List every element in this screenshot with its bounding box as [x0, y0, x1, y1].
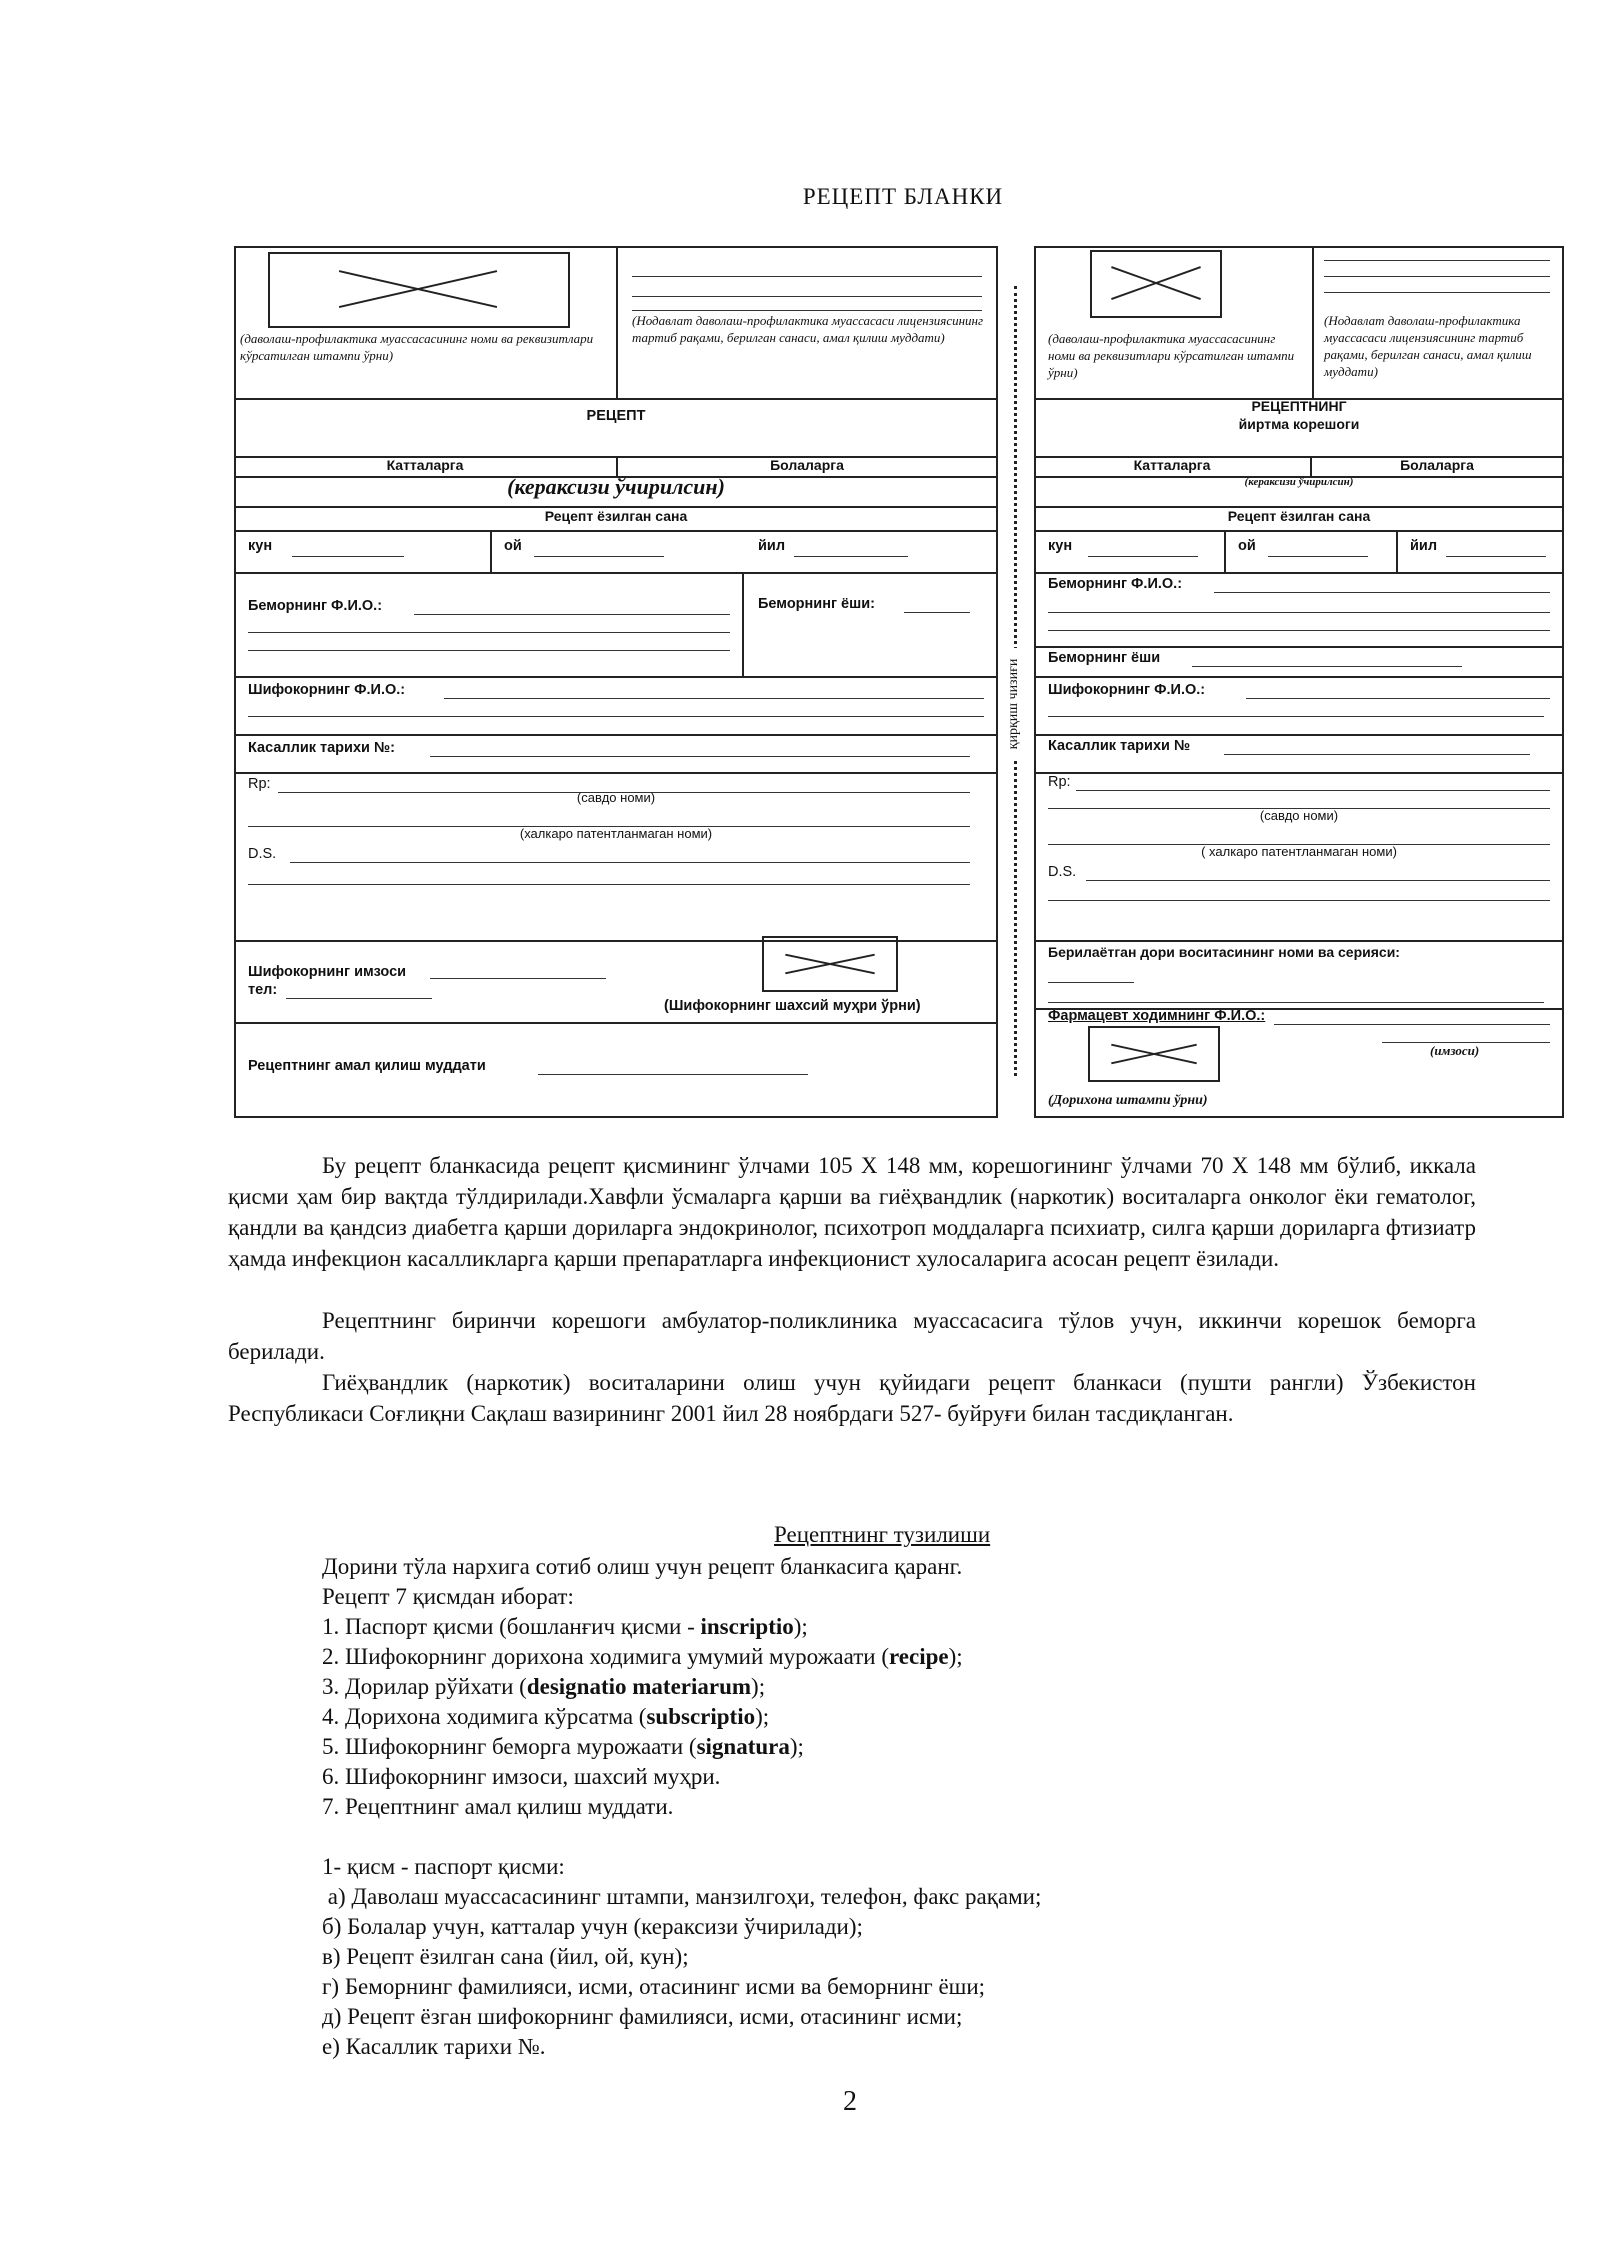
- stub-stamp-caption: (даволаш-профилактика муассасасининг номи ва реквизитлари кўрсатилган штампи ўрни): [1048, 331, 1295, 380]
- stub-trade-name-caption: (савдо номи): [1259, 808, 1339, 823]
- date-label: Рецепт ёзилган сана: [544, 508, 688, 524]
- stub-day-label: кун: [1048, 538, 1073, 554]
- history-label: Касаллик тарихи №:: [248, 740, 395, 756]
- prescription-form: [234, 246, 1564, 1118]
- patient-age-label: Беморнинг ёши:: [758, 596, 875, 612]
- license-caption: (Нодавлат даволаш-профилактика муассасаси лицензиясининг тартиб рақами, берилган санаси, амал қилиш муддати): [632, 313, 984, 345]
- part1-item: г) Беморнинг фамилияси, исми, отасининг исми ва беморнинг ёши;: [322, 1974, 986, 1999]
- structure-item: 6. Шифокорнинг имзоси, шахсий муҳри.: [322, 1764, 721, 1789]
- stub-stamp-placeholder: [1090, 250, 1222, 318]
- sign-caption: (имзоси): [1430, 1043, 1480, 1058]
- ds-label: D.S.: [248, 846, 277, 862]
- structure-item: 3. Дорилар рўйхати (designatio materiarum);: [322, 1674, 766, 1699]
- stub-history-label: Касаллик тарихи №: [1048, 738, 1191, 754]
- doctor-name-label: Шифокорнинг Ф.И.О.:: [248, 682, 406, 698]
- page-number: 2: [843, 2086, 857, 2117]
- rp-label: Rp:: [248, 776, 271, 792]
- trade-name-caption: (савдо номи): [576, 790, 656, 805]
- paragraph-3: Гиёҳвандлик (наркотик) воситаларини олиш учун қуйидаги рецепт бланкаси (пушти рангли) Ўзбекистон Республикаси Соғлиқни Сақлаш вазирининг 2001 йил 28 ноябрдаги 527- буйруғи билан тасдиқланган.: [228, 1370, 1476, 1426]
- dispensed-drug-label: Берилаётган дори воситасининг номи ва серияси:: [1048, 944, 1400, 960]
- day-label: кун: [248, 538, 273, 554]
- seal-caption: (Шифокорнинг шахсий муҳри ўрни): [664, 998, 921, 1014]
- stub-subheading: йиртма корешоги: [1238, 416, 1360, 432]
- pharmacy-stamp-caption: (Дорихона штампи ўрни): [1048, 1093, 1208, 1108]
- pharmacy-stamp-placeholder: [1088, 1026, 1220, 1082]
- phone-label: тел:: [248, 982, 278, 998]
- stub-strike-note: (кераксизи ўчирилсин): [1244, 476, 1354, 488]
- structure-item: 7. Рецептнинг амал қилиш муддати.: [322, 1794, 674, 1819]
- adults-option[interactable]: Катталарга: [386, 457, 464, 473]
- validity-label: Рецептнинг амал қилиш муддати: [248, 1058, 486, 1074]
- structure-item: 2. Шифокорнинг дорихона ходимига умумий мурожаати (recipe);: [322, 1644, 963, 1669]
- stub-patient-age-label: Беморнинг ёши: [1048, 650, 1161, 666]
- stub-children-option[interactable]: Болаларга: [1400, 457, 1474, 473]
- structure-item: 5. Шифокорнинг беморга мурожаати (signatura);: [322, 1734, 804, 1759]
- cut-line-label: қирқиш чизиғи: [1006, 648, 1022, 760]
- structure-item: 1. Паспорт қисми (бошланғич қисми - inscriptio);: [322, 1614, 808, 1639]
- children-option[interactable]: Болаларга: [770, 457, 844, 473]
- doctor-seal-placeholder: [762, 936, 898, 992]
- stub-adults-option[interactable]: Катталарга: [1133, 457, 1211, 473]
- stub-heading: РЕЦЕПТНИНГ: [1251, 398, 1347, 414]
- strike-note: (кераксизи ўчирилсин): [507, 474, 725, 499]
- stub-doctor-name-label: Шифокорнинг Ф.И.О.:: [1048, 682, 1206, 698]
- part1-title: 1- қисм - паспорт қисми:: [322, 1854, 565, 1879]
- signature-label: Шифокорнинг имзоси: [248, 964, 407, 980]
- part1-item: в) Рецепт ёзилган сана (йил, ой, кун);: [322, 1944, 689, 1969]
- stamp-caption: (даволаш-профилактика муассасасининг номи ва реквизитлари кўрсатилган штампи ўрни): [240, 331, 594, 363]
- part1-item: б) Болалар учун, катталар учун (кераксизи ўчирилади);: [322, 1914, 863, 1939]
- patient-name-label: Беморнинг Ф.И.О.:: [248, 598, 383, 614]
- structure-title: Рецептнинг тузилиши: [774, 1522, 991, 1547]
- stub-date-label: Рецепт ёзилган сана: [1227, 508, 1371, 524]
- paragraph-2: Рецептнинг биринчи корешоги амбулатор-поликлиника муассасасига тўлов учун, иккинчи корешок беморга берилади.: [228, 1308, 1476, 1364]
- stub-rp-label: Rp:: [1048, 774, 1071, 790]
- month-label: ой: [504, 538, 522, 554]
- stamp-placeholder: [268, 252, 570, 328]
- year-label: йил: [758, 538, 786, 554]
- paragraph-1: Бу рецепт бланкасида рецепт қисмининг ўлчами 105 Х 148 мм, корешогининг ўлчами 70 Х 148 мм бўлиб, иккала қисми ҳам бир вақтда тўлдирилади.Хавфли ўсмаларга қарши ва гиёҳвандлик (наркотик) воситаларга онколог ёки гематолог, қандли ва қандсиз диабетга қарши дориларга эндокринолог, психотроп моддаларга психиатр, силга қарши дориларга фтизиатр ҳамда инфекцион касалликларга қарши препаратларга инфекционист хулосаларига асосан рецепт ёзилади.: [228, 1153, 1476, 1271]
- part1-item: а) Даволаш муассасасининг штампи, манзилгоҳи, телефон, факс рақами;: [322, 1884, 1042, 1909]
- cut-line-label-box: [1004, 646, 1024, 766]
- stub-month-label: ой: [1238, 538, 1256, 554]
- part1-item: д) Рецепт ёзган шифокорнинг фамилияси, исми, отасининг исми;: [322, 2004, 963, 2029]
- structure-item: 4. Дорихона ходимига кўрсатма (subscriptio);: [322, 1704, 770, 1729]
- structure-intro-2: Рецепт 7 қисмдан иборат:: [322, 1584, 574, 1609]
- stub-ds-label: D.S.: [1048, 864, 1077, 880]
- pharmacist-name-label: Фармацевт ходимнинг Ф.И.О.:: [1048, 1008, 1266, 1024]
- stub-inn-name-caption: ( халкаро патентланмаган номи): [1201, 844, 1397, 859]
- inn-name-caption: (халкаро патентланмаган номи): [519, 826, 713, 841]
- part1-item: е) Касаллик тарихи №.: [322, 2034, 546, 2059]
- recipe-heading: РЕЦЕПТ: [586, 408, 646, 424]
- structure-intro-1: Дорини тўла нархига сотиб олиш учун рецепт бланкасига қаранг.: [322, 1554, 963, 1579]
- stub-license-caption: (Нодавлат даволаш-профилактика муассасаси лицензиясининг тартиб рақами, берилган санаси, амал қилиш муддати): [1324, 313, 1532, 379]
- stub-patient-name-label: Беморнинг Ф.И.О.:: [1048, 576, 1183, 592]
- document-title: РЕЦЕПТ БЛАНКИ: [802, 184, 1004, 209]
- stub-year-label: йил: [1410, 538, 1438, 554]
